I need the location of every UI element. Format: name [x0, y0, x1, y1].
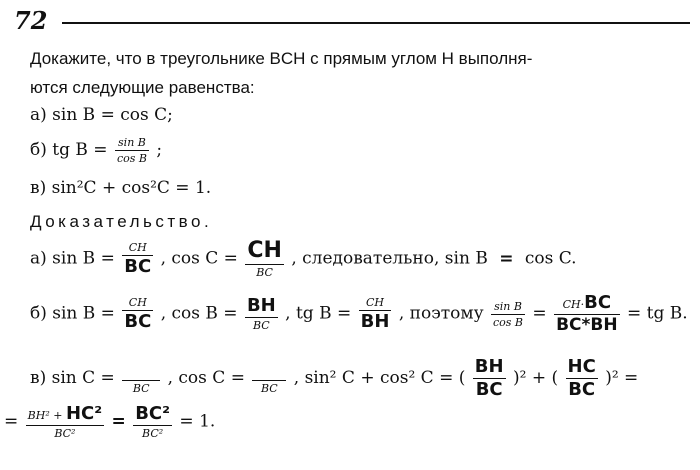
proof-c-f5-num-a: BH² +: [27, 409, 66, 422]
proof-c-part-5: )² =: [605, 368, 639, 388]
proof-b-fraction-5: [554, 294, 620, 334]
proof-b-f5-denominator: BC*BH: [556, 315, 618, 335]
task-line-2-text: ются следующие равенства:: [30, 78, 255, 97]
proof-c-equals: =: [111, 411, 126, 432]
proof-c-f3-denominator: BC: [473, 378, 506, 399]
proof-c-line2-start: =: [4, 411, 19, 432]
proof-b-f2-numerator: BH: [246, 295, 276, 316]
proof-b-f2-denominator: BC: [245, 317, 278, 331]
proof-a-end: cos C.: [524, 248, 577, 269]
header-rule: [62, 22, 690, 24]
proof-a-mid: , cos C =: [160, 248, 238, 269]
proof-b-f4-denominator: cos B: [493, 315, 524, 329]
task-item-c-text: в) sin²C + cos²C = 1.: [30, 178, 212, 198]
task-item-a: [30, 105, 173, 125]
proof-a-f1-numerator: CH: [128, 241, 147, 254]
proof-c-fraction-3: [473, 358, 506, 399]
proof-line-b: [30, 294, 688, 334]
proof-c-fraction-6: [133, 405, 172, 439]
proof-c-f5-num-b: HC²: [65, 403, 103, 424]
proof-c-end: = 1.: [179, 411, 216, 432]
proof-c-fraction-2: [252, 363, 286, 394]
task-line-1-text: Докажите, что в треугольнике BCH с прямым углом H выполня-: [30, 49, 533, 68]
proof-c-f4-numerator: HC: [567, 356, 596, 377]
proof-b-f3-numerator: CH: [366, 296, 385, 309]
proof-line-c: [30, 358, 638, 399]
proof-b-f5-numerator: [554, 294, 620, 314]
proof-c-f1-denominator: BC: [122, 380, 160, 394]
proof-a-prefix: а) sin B =: [30, 248, 115, 269]
proof-c-f2-denominator: BC: [252, 380, 286, 394]
proof-b-fraction-2: [245, 297, 278, 331]
proof-a-fraction-2: [245, 240, 284, 278]
task-number: [14, 6, 47, 35]
proof-c-f5-numerator: [26, 405, 104, 425]
proof-c-f6-numerator: BC²: [135, 403, 171, 424]
proof-b-part-2: , cos B =: [160, 303, 238, 324]
proof-c-f2-numerator: [252, 363, 286, 376]
task-item-b-prefix: б) tg B =: [30, 140, 108, 160]
task-item-b-suffix: ;: [156, 140, 163, 160]
proof-b-part-4: , поэтому: [398, 303, 484, 324]
proof-c-fraction-1: [122, 363, 160, 394]
proof-c-f6-denominator: BC²: [133, 425, 172, 439]
proof-b-f5-num-a: CH·: [562, 298, 585, 311]
task-number-text: 72: [14, 6, 48, 35]
proof-a-tail: , следовательно, sin B: [291, 248, 488, 269]
task-item-b-fraction: [115, 137, 149, 164]
proof-a-f2-denominator: BC: [245, 264, 284, 278]
proof-heading-text: Доказательство.: [30, 212, 213, 231]
proof-a-fraction-1: [122, 242, 153, 276]
proof-a-f1-denominator: BC: [124, 256, 152, 277]
proof-heading: [30, 212, 212, 232]
proof-b-end: = tg B.: [627, 303, 688, 324]
proof-c-prefix: в) sin C =: [30, 368, 115, 388]
proof-c-fraction-5: [26, 405, 104, 439]
proof-b-f5-num-b: BC: [584, 292, 612, 313]
proof-c-f1-numerator: [122, 363, 160, 376]
task-item-b-numerator: sin B: [118, 136, 146, 149]
proof-c-part-3: , sin² C + cos² C = (: [293, 368, 466, 388]
proof-b-prefix: б) sin B =: [30, 303, 115, 324]
proof-c-fraction-4: [566, 358, 598, 399]
proof-line-c-2: [4, 405, 215, 439]
proof-b-f4-numerator: sin B: [494, 299, 522, 313]
proof-c-f4-denominator: BC: [566, 378, 598, 399]
proof-a-equals: =: [499, 248, 514, 269]
proof-line-a: [30, 240, 577, 278]
task-item-b: [30, 137, 162, 164]
proof-b-part-3: , tg B =: [285, 303, 352, 324]
proof-b-fraction-1: [122, 297, 153, 331]
proof-c-part-2: , cos C =: [167, 368, 245, 388]
task-item-c: [30, 178, 211, 198]
proof-b-f1-numerator: CH: [128, 296, 147, 309]
proof-c-part-4: )² + (: [512, 368, 559, 388]
proof-a-f2-numerator: CH: [247, 238, 282, 263]
proof-c-f5-denominator: BC²: [26, 425, 104, 439]
proof-b-f3-denominator: BH: [360, 311, 390, 332]
task-line-2: [30, 78, 255, 98]
proof-b-fraction-3: [359, 297, 392, 331]
task-item-a-text: а) sin B = cos C;: [30, 105, 173, 125]
proof-b-f1-denominator: BC: [124, 311, 152, 332]
proof-b-fraction-4: [491, 301, 525, 328]
proof-b-equals: =: [532, 303, 547, 324]
task-item-b-denominator: cos B: [116, 152, 147, 165]
task-line-1: [30, 49, 532, 69]
proof-c-f3-numerator: BH: [474, 356, 504, 377]
